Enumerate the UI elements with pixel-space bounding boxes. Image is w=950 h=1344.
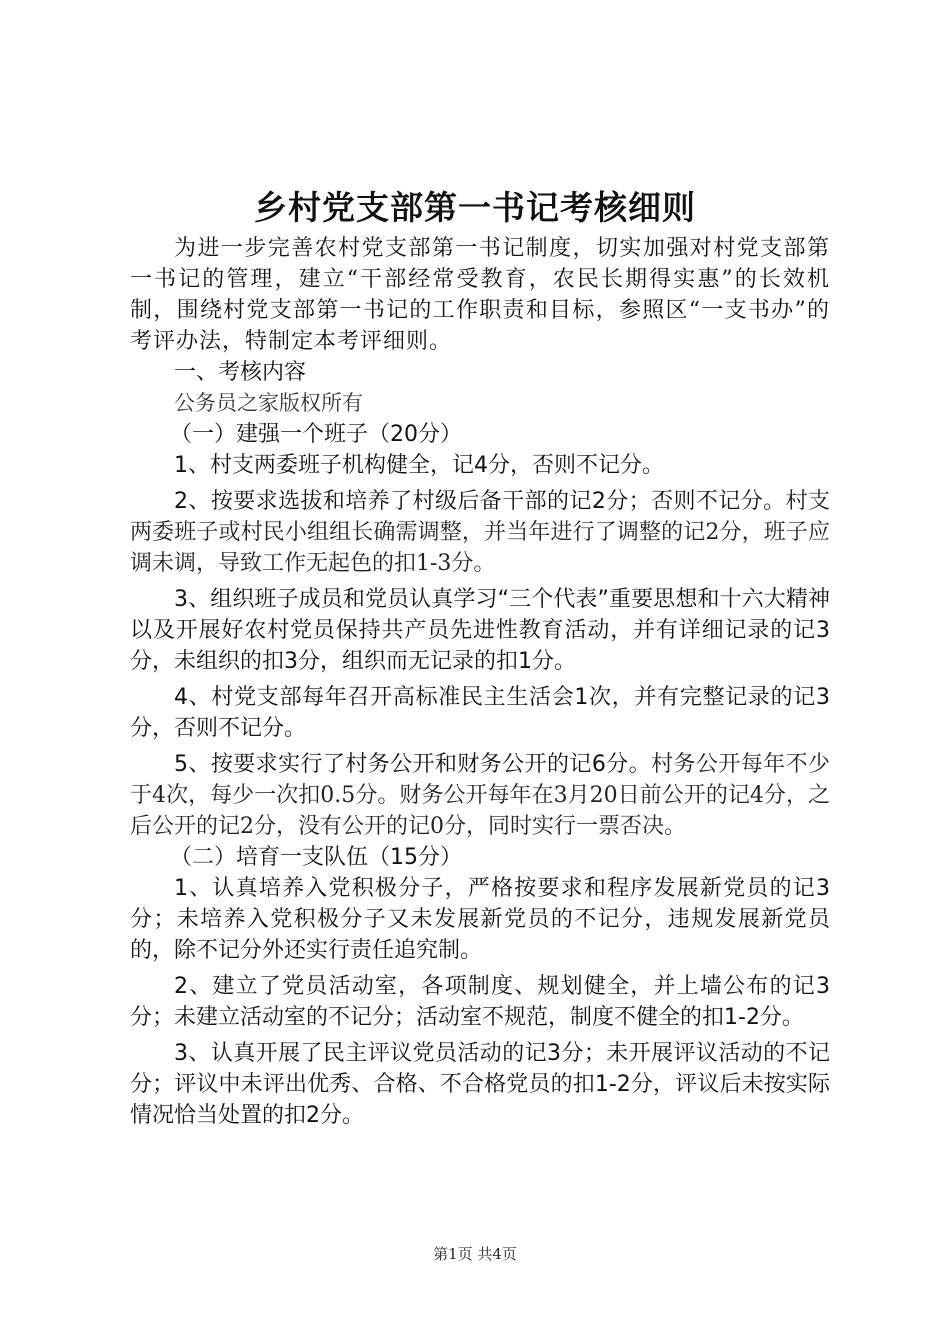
list-item-1-2-main: 2、按要求选拔和培养了村级后备干部的记2分；否则不记分。 <box>174 489 786 514</box>
intro-paragraph: 为进一步完善农村党支部第一书记制度，切实加强对村党支部第一书记的管理，建立“干部经常受教育，农民长期得实惠”的长效机制，围绕村党支部第一书记的工作职责和目标，参照区“一支书办”的考评办法，特制定本考评细则。 <box>130 236 830 354</box>
list-item-2-1: 1、认真培养入党积极分子，严格按要求和程序发展新党员的记3分；未培养入党积极分子又未发展新党员的不记分，违规发展新党员的，除不记分外还实行责任追究制。 <box>130 876 830 963</box>
subsection-heading-1: （一）建强一个班子（20分） <box>170 422 462 447</box>
document-body <box>130 233 830 1131</box>
section-heading-assessment-content: 一、考核内容 <box>174 360 307 385</box>
page-footer: 第1页 共4页 <box>433 1245 517 1263</box>
list-item-1-5-main: 5、按要求实行了村务公开和财务公开的记6分。 <box>174 752 652 777</box>
list-item-2-3: 3、认真开展了民主评议党员活动的记3分；未开展评议活动的不记分；评议中未评出优秀、合格、不合格党员的扣1-2分，评议后未按实际情况恰当处置的扣2分。 <box>130 1041 830 1128</box>
list-item-1-2 <box>130 486 830 579</box>
list-item-1-5 <box>130 749 830 842</box>
subsection-heading-2: （二）培育一支队伍（15分） <box>170 845 462 870</box>
list-item-1-4: 4、村党支部每年召开高标准民主生活会1次，并有完整记录的记3分，否则不记分。 <box>130 685 830 741</box>
list-item-1-5-detail: 村务公开每年不少于4次，每少一次扣0.5分。财务公开每年在3月20日前公开的记4分，之后公开的记2分，没有公开的记0分，同时实行一票否决。 <box>130 752 830 839</box>
list-item-2-2: 2、建立了党员活动室，各项制度、规划健全，并上墙公布的记3分；未建立活动室的不记分；活动室不规范，制度不健全的扣1-2分。 <box>130 974 830 1030</box>
list-item-1-3: 3、组织班子成员和党员认真学习“三个代表”重要思想和十六大精神以及开展好农村党员保持共产员先进性教育活动，并有详细记录的记3分，未组织的扣3分，组织而无记录的扣1分。 <box>130 587 830 674</box>
document-title: 乡村党支部第一书记考核细则 <box>254 188 696 227</box>
list-item-1-2-detail: 村支两委班子或村民小组组长确需调整，并当年进行了调整的记2分，班子应调未调，导致工作无起色的扣1-3分。 <box>130 489 830 576</box>
list-item-1-1: 1、村支两委班子机构健全，记4分，否则不记分。 <box>174 453 664 478</box>
credit-line: 公务员之家版权所有 <box>174 391 363 415</box>
